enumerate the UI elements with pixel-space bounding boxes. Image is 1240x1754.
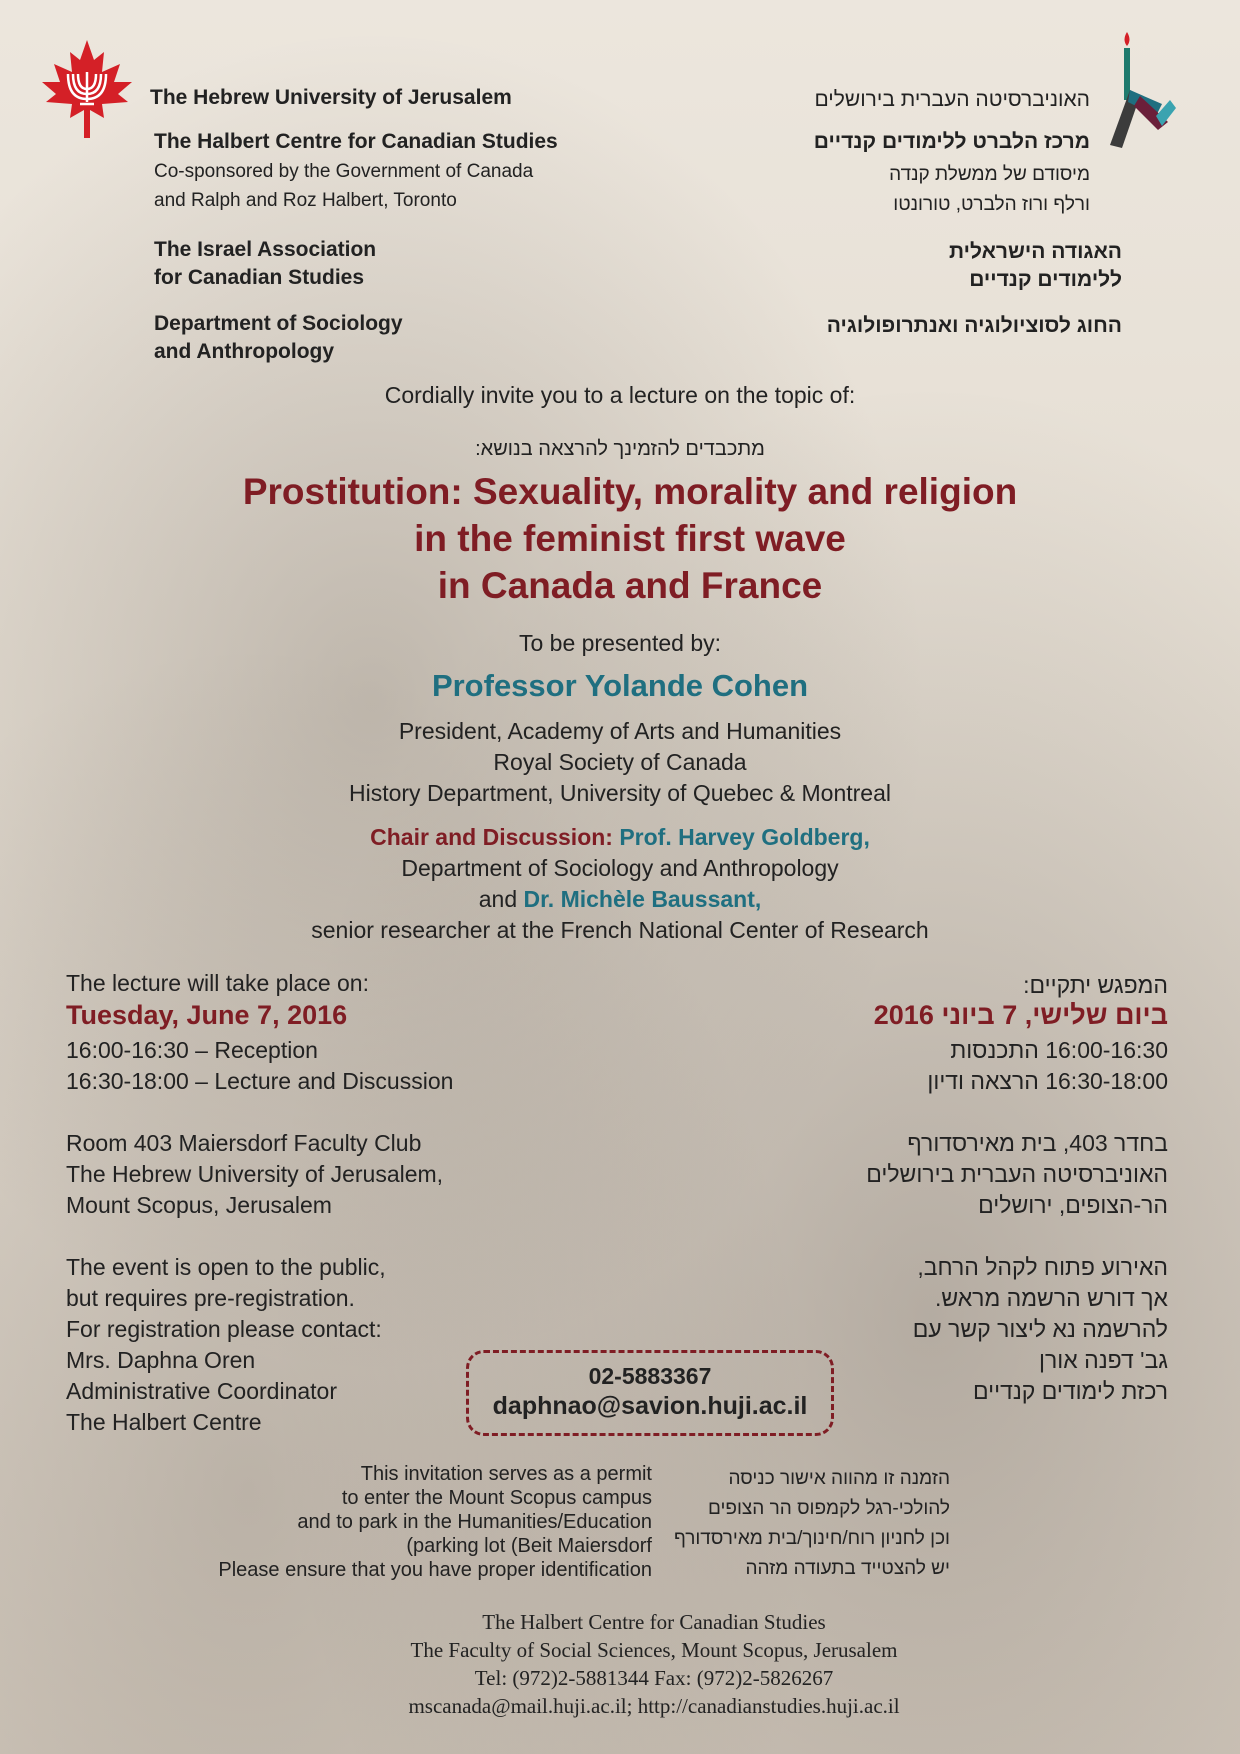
permit-he-line-1: הזמנה זו מהווה אישור כניסה xyxy=(728,1468,950,1489)
presented-by-label: To be presented by: xyxy=(518,630,722,656)
lecture-title xyxy=(0,468,1240,609)
chair-and: and xyxy=(478,886,518,912)
chair-label: Chair and Discussion: xyxy=(370,824,613,850)
open-line-2-en: but requires pre-registration. xyxy=(66,1285,355,1311)
cosponsor-line-1-he: מיסודם של ממשלת קנדה xyxy=(889,164,1090,185)
department-line-2-en: and Anthropology xyxy=(154,340,335,363)
speaker-role-2: Royal Society of Canada xyxy=(493,749,747,775)
location-line-3-en: Mount Scopus, Jerusalem xyxy=(66,1192,332,1218)
location-line-1-he: בחדר 403, בית מאירסדורף xyxy=(907,1130,1168,1156)
open-line-3-en: For registration please contact: xyxy=(66,1316,382,1342)
speaker-name: Professor Yolande Cohen xyxy=(431,668,809,703)
association-line-2-en: for Canadian Studies xyxy=(154,266,365,289)
time-reception-en: 16:00-16:30 – Reception xyxy=(66,1037,318,1063)
cosponsor-line-2-he: ורלף ורוז הלברט, טורונטו xyxy=(893,194,1090,215)
location-line-2-he: האוניברסיטה העברית בירושלים xyxy=(866,1161,1168,1187)
time-lecture-he: 16:30-18:00 הרצאה ודיון xyxy=(927,1068,1168,1094)
permit-he-line-4: יש להצטייד בתעודה מזהה xyxy=(745,1558,950,1579)
time-lecture-en: 16:30-18:00 – Lecture and Discussion xyxy=(66,1068,454,1094)
department-line-1-en: Department of Sociology xyxy=(154,312,403,335)
lecture-title-line-3: in Canada and France xyxy=(437,565,823,606)
contact-title-he: רכזת לימודים קנדיים xyxy=(972,1378,1168,1404)
footer xyxy=(0,1608,1240,1720)
details-intro-en: The lecture will take place on: xyxy=(66,970,369,996)
location-line-1-en: Room 403 Maiersdorf Faculty Club xyxy=(66,1130,422,1156)
permit-en-line-5: Please ensure that you have proper identification xyxy=(218,1559,652,1581)
footer-line-3: Tel: (972)2-5881344 Fax: (972)2-5826267 xyxy=(474,1666,834,1690)
centre-name-he: מרכז הלברט ללימודים קנדיים xyxy=(813,130,1090,153)
footer-line-2: The Faculty of Social Sciences, Mount Scopus, Jerusalem xyxy=(410,1638,898,1662)
chair-name-2: Dr. Michèle Baussant, xyxy=(523,886,762,912)
permit-en-line-2: to enter the Mount Scopus campus xyxy=(341,1487,652,1509)
cosponsor-line-1-en: Co-sponsored by the Government of Canada xyxy=(154,161,534,182)
footer-line-1: The Halbert Centre for Canadian Studies xyxy=(482,1610,826,1634)
lecture-title-line-1: Prostitution: Sexuality, morality and religion xyxy=(242,471,1018,512)
permit-he xyxy=(620,1464,950,1584)
permit-en-line-3: and to park in the Humanities/Education xyxy=(297,1511,652,1533)
open-line-1-en: The event is open to the public, xyxy=(66,1254,386,1280)
department-he: החוג לסוציולוגיה ואנתרופולוגיה xyxy=(826,314,1122,337)
chair-dept-1: Department of Sociology and Anthropology xyxy=(401,855,839,881)
cosponsor-line-2-en: and Ralph and Roz Halbert, Toronto xyxy=(154,190,457,211)
permit-he-line-3: וכן לחניון רוח/חינוך/בית מאירסדורף xyxy=(673,1528,950,1549)
footer-line-4[interactable]: mscanada@mail.huji.ac.il; http://canadianstudies.huji.ac.il xyxy=(408,1694,900,1718)
contact-org-en: The Halbert Centre xyxy=(66,1409,262,1435)
centre-name-en: The Halbert Centre for Canadian Studies xyxy=(154,130,558,153)
lecture-date-he: ביום שלישי, 7 ביוני 2016 xyxy=(873,1000,1168,1030)
invitation-line-en: Cordially invite you to a lecture on the topic of: xyxy=(384,382,856,408)
open-line-3-he: להרשמה נא ליצור קשר עם xyxy=(912,1316,1168,1342)
association-line-2-he: ללימודים קנדיים xyxy=(969,268,1122,291)
details-intro-he: המפגש יתקיים: xyxy=(1023,972,1168,998)
location-line-3-he: הר-הצופים, ירושלים xyxy=(978,1192,1168,1218)
permit-en xyxy=(132,1462,652,1582)
contact-phone[interactable]: 02-5883367 xyxy=(588,1363,712,1389)
contact-title-en: Administrative Coordinator xyxy=(66,1378,338,1404)
contact-email[interactable]: daphnao@savion.huji.ac.il xyxy=(492,1392,808,1420)
university-name-en: The Hebrew University of Jerusalem xyxy=(150,86,512,109)
invitation-line-he: מתכבדים להזמינך להרצאה בנושא: xyxy=(475,438,765,460)
association-line-1-en: The Israel Association xyxy=(154,238,377,261)
permit-en-line-1: This invitation serves as a permit xyxy=(360,1463,652,1485)
lecture-title-line-2: in the feminist first wave xyxy=(414,518,846,559)
speaker-role-1: President, Academy of Arts and Humanities xyxy=(398,718,842,744)
open-line-1-he: האירוע פתוח לקהל הרחב, xyxy=(917,1254,1168,1280)
maple-leaf-menorah-logo xyxy=(32,38,142,148)
time-reception-he: 16:00-16:30 התכנסות xyxy=(950,1037,1168,1063)
lecture-date-en: Tuesday, June 7, 2016 xyxy=(66,1000,348,1030)
contact-box xyxy=(466,1350,834,1436)
chair-dept-2: senior researcher at the French National Center of Research xyxy=(311,917,929,943)
contact-name-he: גב' דפנה אורן xyxy=(1039,1347,1168,1373)
speaker-role-3: History Department, University of Quebec & Montreal xyxy=(349,780,891,806)
university-name-he: האוניברסיטה העברית בירושלים xyxy=(814,88,1090,111)
contact-name-en: Mrs. Daphna Oren xyxy=(66,1347,256,1373)
chair-line xyxy=(0,822,1240,853)
association-line-1-he: האגודה הישראלית xyxy=(949,240,1122,263)
chair-name-1: Prof. Harvey Goldberg, xyxy=(619,824,870,850)
chair-line-2 xyxy=(0,884,1240,915)
permit-en-line-4: (parking lot (Beit Maiersdorf xyxy=(406,1535,652,1557)
hebrew-university-logo xyxy=(1100,30,1180,148)
location-line-2-en: The Hebrew University of Jerusalem, xyxy=(66,1161,444,1187)
permit-he-line-2: להולכי-רגל לקמפוס הר הצופים xyxy=(707,1498,950,1519)
open-line-2-he: אך דורש הרשמה מראש. xyxy=(935,1285,1168,1311)
